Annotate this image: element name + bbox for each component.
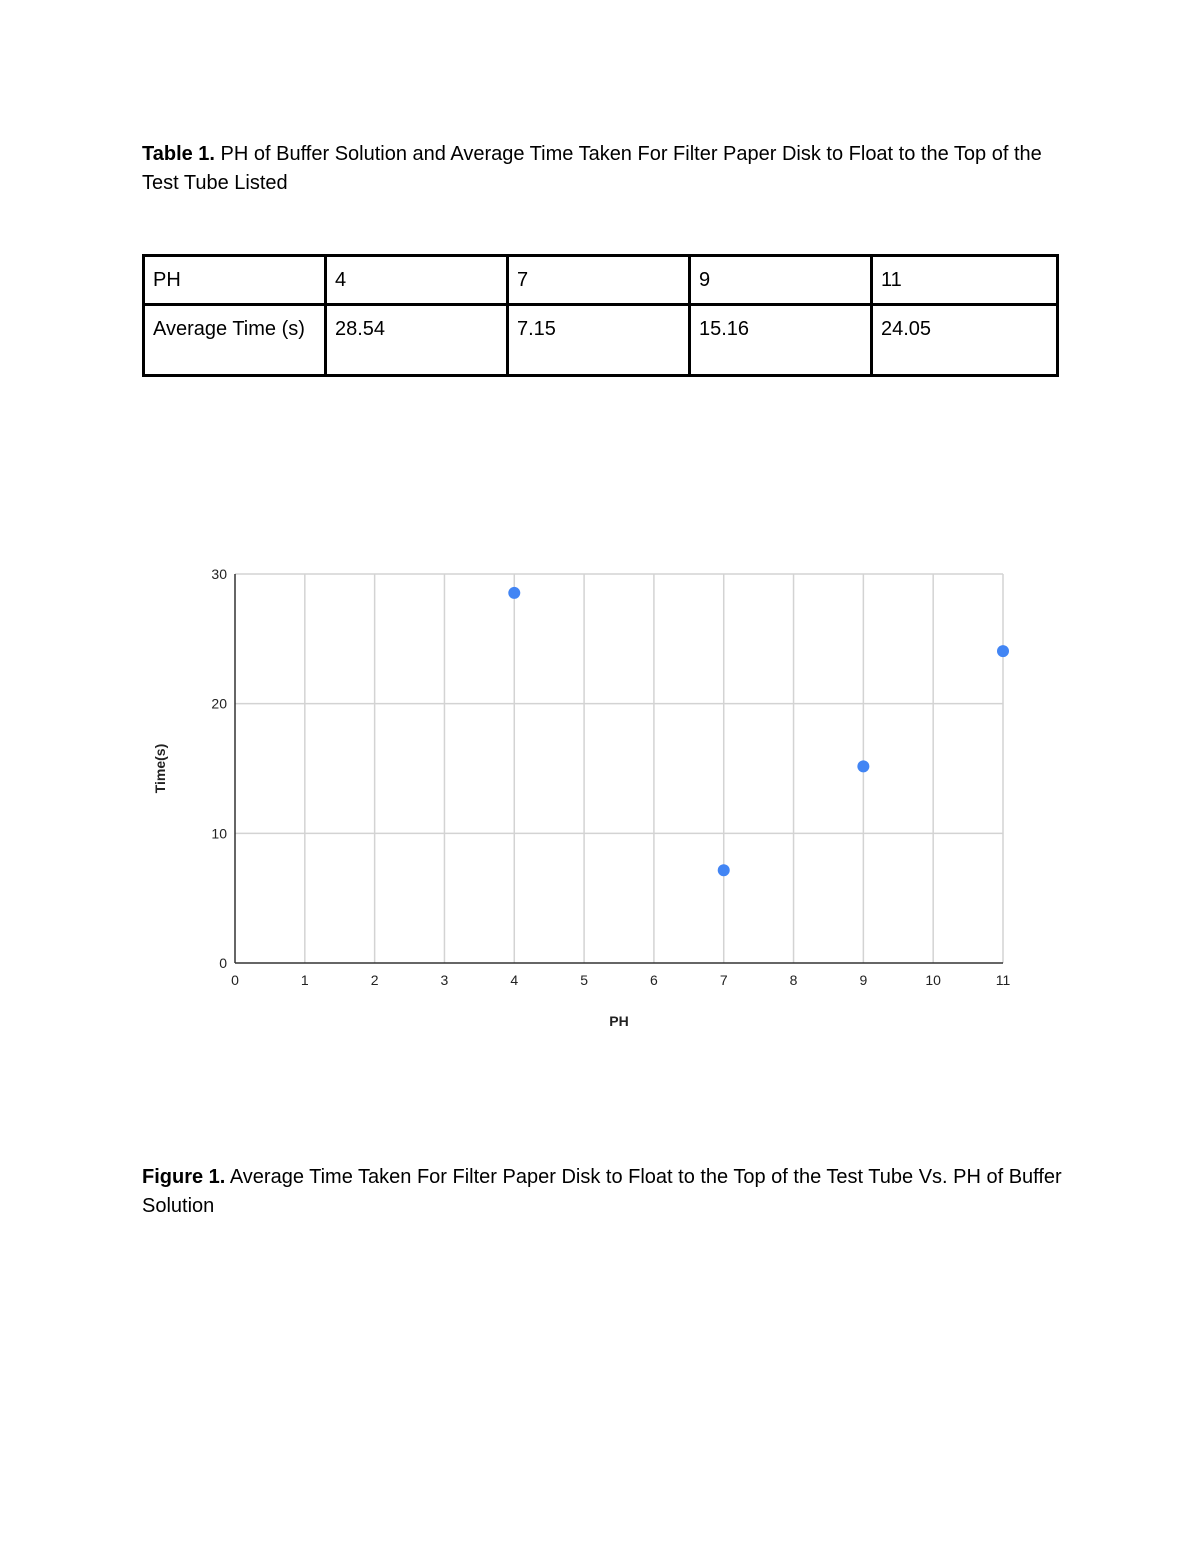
table-caption <box>142 140 1062 198</box>
x-axis-title: PH <box>609 1013 629 1029</box>
table-cell: 7 <box>508 256 690 305</box>
table-header-cell: Average Time (s) <box>144 305 326 376</box>
table-row-average-time <box>144 305 1058 376</box>
table-cell: 4 <box>326 256 508 305</box>
figure-caption-label: Figure 1. <box>142 1166 226 1188</box>
x-tick-label: 10 <box>925 972 941 988</box>
figure-caption <box>142 1163 1062 1221</box>
table-cell: 7.15 <box>508 305 690 376</box>
data-table <box>142 254 1059 377</box>
table-cell: 28.54 <box>326 305 508 376</box>
table-row-ph <box>144 256 1058 305</box>
y-tick-label: 10 <box>211 825 227 842</box>
scatter-chart <box>140 555 1020 1045</box>
x-tick-label: 3 <box>440 972 449 988</box>
x-tick-label: 11 <box>995 972 1011 988</box>
x-tick-label: 7 <box>719 972 728 988</box>
data-point <box>508 587 520 599</box>
y-tick-label: 20 <box>211 695 227 712</box>
table-cell: 11 <box>872 256 1058 305</box>
table-cell: 15.16 <box>690 305 872 376</box>
x-tick-label: 9 <box>859 972 868 988</box>
table-cell: 9 <box>690 256 872 305</box>
y-axis-title: Time(s) <box>152 743 168 794</box>
x-tick-label: 2 <box>370 972 379 988</box>
table-caption-text: PH of Buffer Solution and Average Time Taken For Filter Paper Disk to Float to the Top of the Test Tube Listed <box>142 143 1042 194</box>
table-caption-label: Table 1. <box>142 143 215 165</box>
figure-caption-text: Average Time Taken For Filter Paper Disk to Float to the Top of the Test Tube Vs. PH of Buffer Solution <box>142 1166 1062 1217</box>
y-tick-label: 30 <box>211 566 227 582</box>
x-tick-label: 4 <box>510 972 519 988</box>
data-point <box>718 864 730 876</box>
table-cell: 24.05 <box>872 305 1058 376</box>
data-point <box>857 760 869 772</box>
x-tick-label: 8 <box>789 972 798 988</box>
data-point <box>997 645 1009 657</box>
x-tick-label: 0 <box>231 972 239 988</box>
y-tick-label: 0 <box>219 955 227 971</box>
table-header-cell: PH <box>144 256 326 305</box>
x-tick-label: 6 <box>650 972 658 988</box>
x-tick-label: 5 <box>580 972 588 988</box>
x-tick-label: 1 <box>300 972 309 988</box>
